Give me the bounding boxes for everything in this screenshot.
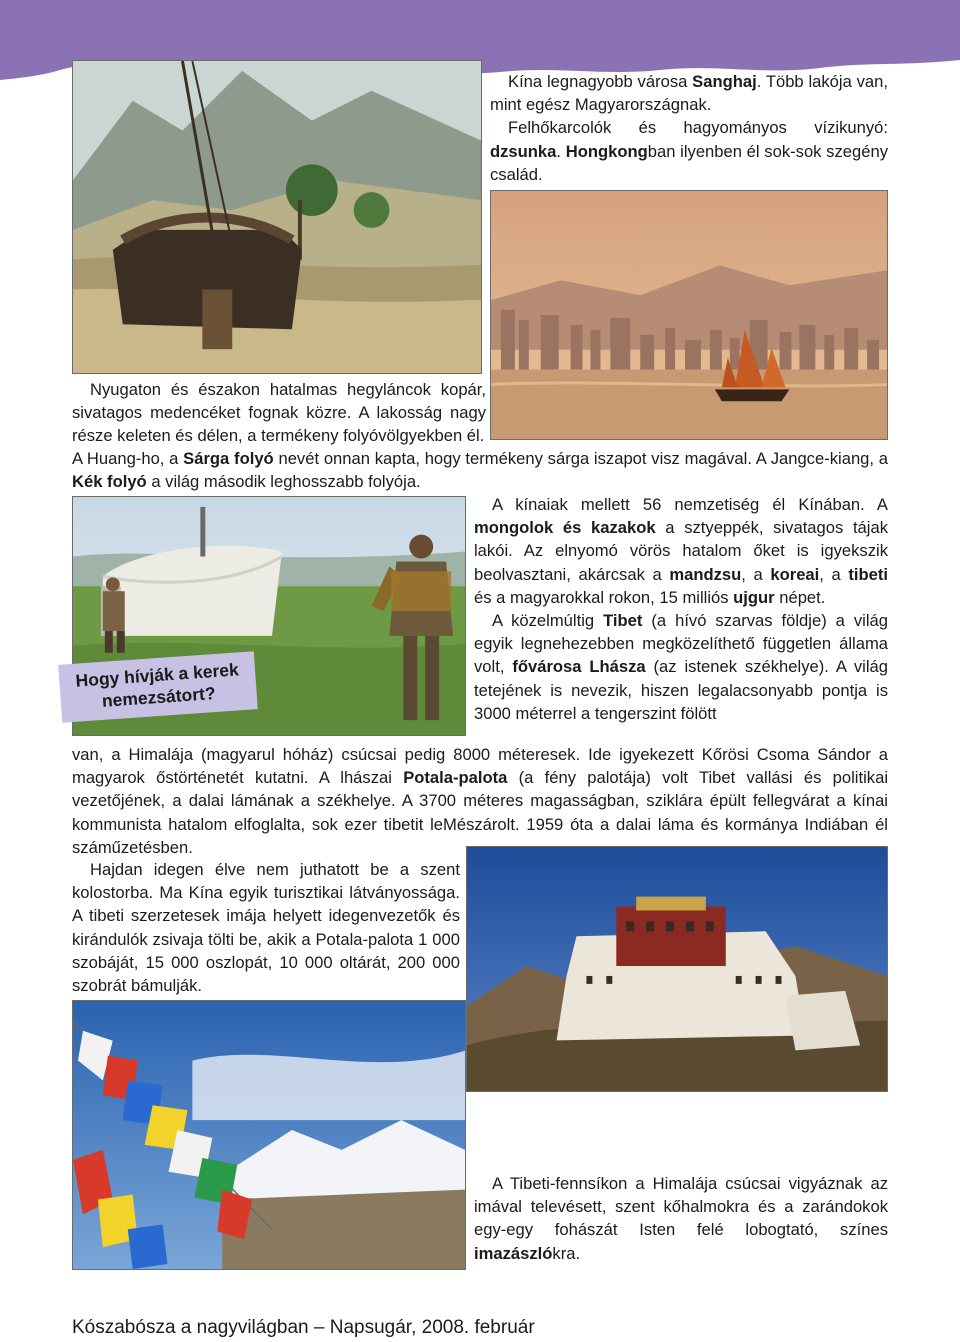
boat-photo [72, 60, 482, 374]
prayer-flags-photo [72, 1000, 466, 1270]
question-sticker: Hogy hívják a kerek nemezsátort? [58, 651, 258, 723]
geography-intro: Nyugaton és északon hatalmas hegyláncok kopár, sivatagos medencéket fognak közre. A lakosság nagy része keleten és délen, a termékeny folyóvölgyekben él. [72, 380, 486, 446]
potala-text: Hajdan idegen élve nem juthatott be a szent kolostorba. Ma Kína egyik turisztikai látványossága. A tibeti szerzetesek imája helyett idegenvezetők és kirándulók zsivaja tölti be, akik a Potala-palota 1 000 szobáját, 15 000 oszlopát, 10 000 oltárát, 200 000 szobrát bámulják. [72, 860, 460, 996]
peoples-text: A kínaiak mellett 56 nemzetiség él Kínában. A mongolok és kazakok a sztyeppék, sivatagos tájak lakói. Az elnyomó vörös hatalom őket is igyekszik beolvasztani, akárcsak a mandzsu, a koreai, a tibeti és a magyarokkal rokon, 15 milliós ujgur népet. A közelmúltig Tibet (a hívó szarvas földje) a világ egyik legnehezebben megközelíthető független állama volt, fővárosa Lhásza (az istenek székhelye). A világ tetejének is nevezik, hiszen legalacsonyabb pontja is 3000 méterrel a tengerszint fölött [474, 495, 888, 723]
flags-text: A Tibeti-fennsíkon a Himalája csúcsai vigyáznak az imával televésett, szent kőhalmokra és a zarándokok egy-egy fohászát Isten felé lobogtató, színes imazászlókra. [474, 1174, 888, 1263]
shanghai-text: Kína legnagyobb városa Sanghaj. Több lakója van, mint egész Magyarországnak. Felhőkarcolók és hagyományos vízikunyó: dzsunka. Hongkongban ilyenben él sok-sok szegény család. [490, 72, 888, 184]
potala-photo [466, 846, 888, 1092]
rivers-text: A Huang-ho, a Sárga folyó nevét onnan kapta, hogy termékeny sárga iszapot visz magával. A Jangce-kiang, a Kék folyó a világ második leghosszabb folyója. [72, 449, 889, 492]
geography-text [72, 378, 888, 448]
tibet-text: van, a Himalája (magyarul hóház) csúcsai pedig 8000 méteresek. Ide igyekezett Kőrösi Csoma Sándor a magyarok őstörténetét kutatni. A lhászai Potala-palota (a fény palotája) volt Tibet vallási és politikai vezetőjének, a dalai lámának a székhelye. A 3700 méteres magasságban, sziklára épült fellegvárat a kínai kommunista hatalom elfoglalta, sok ezer tibetit leMészárolt. 1959 óta a dalai láma és kormánya Indiában él száműzetésben. [72, 745, 888, 857]
page-footer: Kószabósza a nagyvilágban – Napsugár, 2008. február [72, 1317, 535, 1338]
